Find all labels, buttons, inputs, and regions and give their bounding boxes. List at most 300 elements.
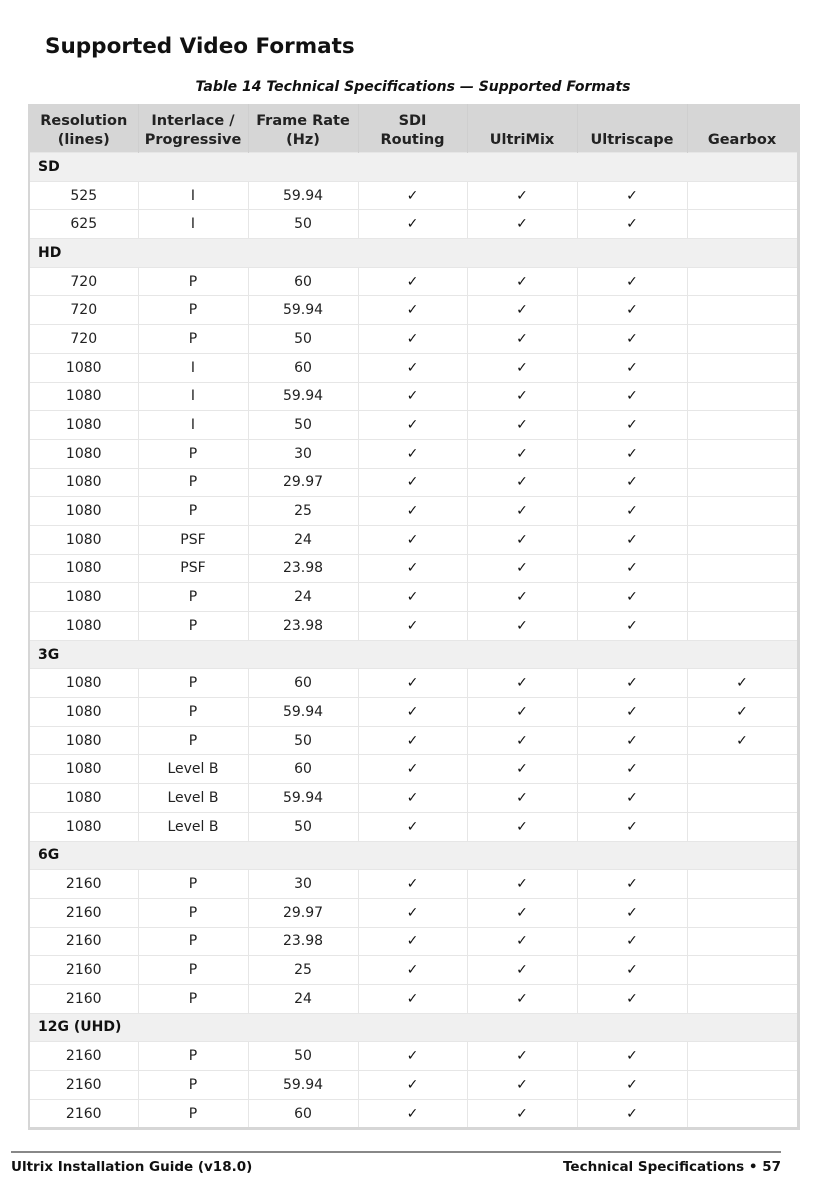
resolution-cell: 1080 (29, 554, 138, 583)
ultriscape-cell (577, 267, 687, 296)
checkmark-icon: ✓ (626, 789, 638, 806)
resolution-cell: 2160 (29, 1099, 138, 1129)
checkmark-icon: ✓ (406, 990, 419, 1007)
column-header-gearbox (687, 104, 798, 153)
ultrimix-cell (467, 497, 577, 526)
scan-cell: I (138, 382, 248, 411)
checkmark-icon: ✓ (626, 589, 638, 606)
checkmark-icon: ✓ (516, 675, 528, 692)
scan-cell: Level B (138, 755, 248, 784)
frame-rate-cell: 50 (248, 325, 358, 354)
checkmark-icon: ✓ (736, 703, 748, 720)
column-header-interlace (138, 104, 248, 153)
frame-rate-cell: 24 (248, 525, 358, 554)
checkmark-icon: ✓ (516, 417, 528, 434)
resolution-cell: 720 (29, 325, 138, 354)
table-row (29, 812, 798, 841)
checkmark-icon: ✓ (516, 589, 528, 606)
checkmark-icon: ✓ (516, 359, 528, 376)
sdi-cell (358, 812, 467, 841)
checkmark-icon: ✓ (626, 617, 638, 634)
ultriscape-cell (577, 956, 687, 985)
checkmark-icon: ✓ (736, 732, 748, 749)
table-row (29, 411, 798, 440)
group-row (29, 1013, 798, 1042)
ultrimix-cell (467, 612, 577, 641)
ultriscape-cell (577, 669, 687, 698)
sdi-cell (358, 296, 467, 325)
checkmark-icon: ✓ (516, 445, 528, 462)
gearbox-cell (687, 382, 798, 411)
checkmark-icon: ✓ (406, 330, 419, 347)
ultriscape-cell (577, 181, 687, 210)
sdi-cell (358, 382, 467, 411)
checkmark-icon: ✓ (516, 1048, 528, 1065)
frame-rate-cell: 60 (248, 755, 358, 784)
checkmark-icon: ✓ (406, 962, 419, 979)
frame-rate-cell: 24 (248, 984, 358, 1013)
ultriscape-cell (577, 612, 687, 641)
scan-cell: I (138, 353, 248, 382)
checkmark-icon: ✓ (516, 1076, 528, 1093)
checkmark-icon: ✓ (406, 273, 419, 290)
checkmark-icon: ✓ (626, 732, 638, 749)
gearbox-cell (687, 181, 798, 210)
ultriscape-cell (577, 583, 687, 612)
resolution-cell: 1080 (29, 669, 138, 698)
gearbox-cell (687, 439, 798, 468)
ultriscape-cell (577, 755, 687, 784)
resolution-cell: 2160 (29, 1071, 138, 1100)
sdi-cell (358, 583, 467, 612)
resolution-cell: 720 (29, 296, 138, 325)
resolution-cell: 1080 (29, 583, 138, 612)
checkmark-icon: ✓ (626, 761, 638, 778)
ultrimix-cell (467, 984, 577, 1013)
checkmark-icon: ✓ (516, 933, 528, 950)
checkmark-icon: ✓ (406, 1105, 419, 1122)
checkmark-icon: ✓ (406, 703, 419, 720)
frame-rate-cell: 30 (248, 439, 358, 468)
table-row (29, 497, 798, 526)
ultrimix-cell (467, 755, 577, 784)
ultrimix-cell (467, 382, 577, 411)
sdi-cell (358, 898, 467, 927)
ultriscape-cell (577, 525, 687, 554)
table-header-row (29, 104, 798, 153)
checkmark-icon: ✓ (736, 675, 748, 692)
footer-section-page: Technical Specifications • 57 (563, 1159, 781, 1175)
scan-cell: P (138, 870, 248, 899)
checkmark-icon: ✓ (516, 732, 528, 749)
ultrimix-cell (467, 583, 577, 612)
footer-divider (11, 1151, 781, 1153)
gearbox-cell (687, 870, 798, 899)
frame-rate-cell: 50 (248, 726, 358, 755)
resolution-cell: 1080 (29, 497, 138, 526)
resolution-cell: 2160 (29, 956, 138, 985)
checkmark-icon: ✓ (516, 330, 528, 347)
gearbox-cell (687, 353, 798, 382)
frame-rate-cell: 24 (248, 583, 358, 612)
checkmark-icon: ✓ (516, 818, 528, 835)
gearbox-cell (687, 755, 798, 784)
sdi-cell (358, 353, 467, 382)
group-label: HD (29, 239, 798, 268)
table-row (29, 353, 798, 382)
header-line: (lines) (57, 132, 110, 148)
checkmark-icon: ✓ (626, 474, 638, 491)
group-label: 3G (29, 640, 798, 669)
checkmark-icon: ✓ (626, 933, 638, 950)
frame-rate-cell: 50 (248, 210, 358, 239)
checkmark-icon: ✓ (516, 789, 528, 806)
header-line: Routing (380, 132, 445, 148)
gearbox-cell (687, 1071, 798, 1100)
resolution-cell: 2160 (29, 927, 138, 956)
ultriscape-cell (577, 812, 687, 841)
group-label: SD (29, 153, 798, 182)
group-label: 6G (29, 841, 798, 870)
sdi-cell (358, 612, 467, 641)
table-row (29, 698, 798, 727)
resolution-cell: 1080 (29, 411, 138, 440)
scan-cell: PSF (138, 554, 248, 583)
table-row (29, 210, 798, 239)
table-row (29, 267, 798, 296)
scan-cell: P (138, 726, 248, 755)
frame-rate-cell: 60 (248, 1099, 358, 1129)
checkmark-icon: ✓ (626, 531, 638, 548)
ultrimix-cell (467, 1071, 577, 1100)
checkmark-icon: ✓ (406, 675, 419, 692)
checkmark-icon: ✓ (516, 474, 528, 491)
gearbox-cell (687, 698, 798, 727)
checkmark-icon: ✓ (626, 330, 638, 347)
checkmark-icon: ✓ (626, 876, 638, 893)
sdi-cell (358, 411, 467, 440)
checkmark-icon: ✓ (406, 445, 419, 462)
sdi-cell (358, 1042, 467, 1071)
checkmark-icon: ✓ (516, 876, 528, 893)
checkmark-icon: ✓ (406, 876, 419, 893)
column-header-ultriscape (577, 104, 687, 153)
gearbox-cell (687, 497, 798, 526)
ultriscape-cell (577, 325, 687, 354)
column-header-sdi-routing (358, 104, 467, 153)
scan-cell: Level B (138, 784, 248, 813)
checkmark-icon: ✓ (516, 904, 528, 921)
frame-rate-cell: 59.94 (248, 296, 358, 325)
checkmark-icon: ✓ (626, 388, 638, 405)
page-title: Supported Video Formats (45, 34, 355, 59)
table-row (29, 898, 798, 927)
table-row (29, 468, 798, 497)
checkmark-icon: ✓ (626, 818, 638, 835)
table-row (29, 554, 798, 583)
ultriscape-cell (577, 554, 687, 583)
ultrimix-cell (467, 1099, 577, 1129)
frame-rate-cell: 29.97 (248, 468, 358, 497)
ultrimix-cell (467, 525, 577, 554)
sdi-cell (358, 497, 467, 526)
ultrimix-cell (467, 411, 577, 440)
table-row (29, 382, 798, 411)
sdi-cell (358, 784, 467, 813)
gearbox-cell (687, 411, 798, 440)
scan-cell: P (138, 325, 248, 354)
resolution-cell: 1080 (29, 612, 138, 641)
gearbox-cell (687, 612, 798, 641)
table-row (29, 927, 798, 956)
frame-rate-cell: 23.98 (248, 612, 358, 641)
sdi-cell (358, 325, 467, 354)
header-line: (Hz) (286, 132, 320, 148)
resolution-cell: 2160 (29, 870, 138, 899)
sdi-cell (358, 210, 467, 239)
gearbox-cell (687, 325, 798, 354)
checkmark-icon: ✓ (626, 703, 638, 720)
checkmark-icon: ✓ (626, 675, 638, 692)
table-row (29, 956, 798, 985)
checkmark-icon: ✓ (406, 789, 419, 806)
ultriscape-cell (577, 353, 687, 382)
sdi-cell (358, 927, 467, 956)
checkmark-icon: ✓ (516, 216, 528, 233)
sdi-cell (358, 1099, 467, 1129)
checkmark-icon: ✓ (406, 1048, 419, 1065)
table-row (29, 181, 798, 210)
header-line: Frame Rate (256, 113, 350, 129)
frame-rate-cell: 23.98 (248, 927, 358, 956)
scan-cell: I (138, 210, 248, 239)
ultriscape-cell (577, 870, 687, 899)
resolution-cell: 2160 (29, 984, 138, 1013)
ultrimix-cell (467, 296, 577, 325)
checkmark-icon: ✓ (516, 617, 528, 634)
scan-cell: P (138, 1042, 248, 1071)
header-line: Gearbox (707, 132, 777, 148)
resolution-cell: 2160 (29, 1042, 138, 1071)
gearbox-cell (687, 669, 798, 698)
supported-formats-table (28, 104, 800, 1130)
checkmark-icon: ✓ (516, 302, 528, 319)
gearbox-cell (687, 1099, 798, 1129)
frame-rate-cell: 50 (248, 1042, 358, 1071)
checkmark-icon: ✓ (626, 503, 638, 520)
gearbox-cell (687, 726, 798, 755)
ultriscape-cell (577, 1071, 687, 1100)
ultrimix-cell (467, 181, 577, 210)
resolution-cell: 525 (29, 181, 138, 210)
table-body (29, 153, 798, 1129)
checkmark-icon: ✓ (406, 560, 419, 577)
gearbox-cell (687, 927, 798, 956)
resolution-cell: 625 (29, 210, 138, 239)
footer-document-title: Ultrix Installation Guide (v18.0) (11, 1159, 253, 1175)
checkmark-icon: ✓ (626, 359, 638, 376)
checkmark-icon: ✓ (516, 187, 528, 204)
frame-rate-cell: 50 (248, 411, 358, 440)
resolution-cell: 1080 (29, 382, 138, 411)
frame-rate-cell: 25 (248, 497, 358, 526)
gearbox-cell (687, 583, 798, 612)
checkmark-icon: ✓ (406, 904, 419, 921)
scan-cell: P (138, 698, 248, 727)
gearbox-cell (687, 984, 798, 1013)
checkmark-icon: ✓ (516, 503, 528, 520)
checkmark-icon: ✓ (516, 531, 528, 548)
resolution-cell: 1080 (29, 812, 138, 841)
checkmark-icon: ✓ (626, 904, 638, 921)
checkmark-icon: ✓ (406, 933, 419, 950)
checkmark-icon: ✓ (406, 474, 419, 491)
checkmark-icon: ✓ (626, 1076, 638, 1093)
gearbox-cell (687, 784, 798, 813)
checkmark-icon: ✓ (406, 302, 419, 319)
checkmark-icon: ✓ (626, 560, 638, 577)
sdi-cell (358, 468, 467, 497)
checkmark-icon: ✓ (516, 761, 528, 778)
scan-cell: I (138, 181, 248, 210)
ultriscape-cell (577, 210, 687, 239)
sdi-cell (358, 554, 467, 583)
scan-cell: PSF (138, 525, 248, 554)
checkmark-icon: ✓ (406, 531, 419, 548)
ultriscape-cell (577, 1042, 687, 1071)
table-row (29, 525, 798, 554)
ultriscape-cell (577, 296, 687, 325)
resolution-cell: 1080 (29, 468, 138, 497)
resolution-cell: 720 (29, 267, 138, 296)
gearbox-cell (687, 525, 798, 554)
frame-rate-cell: 50 (248, 812, 358, 841)
ultrimix-cell (467, 956, 577, 985)
resolution-cell: 2160 (29, 898, 138, 927)
checkmark-icon: ✓ (516, 962, 528, 979)
ultrimix-cell (467, 267, 577, 296)
checkmark-icon: ✓ (406, 617, 419, 634)
scan-cell: P (138, 612, 248, 641)
gearbox-cell (687, 812, 798, 841)
checkmark-icon: ✓ (626, 1105, 638, 1122)
header-line: Resolution (40, 113, 128, 129)
scan-cell: P (138, 984, 248, 1013)
checkmark-icon: ✓ (626, 187, 638, 204)
resolution-cell: 1080 (29, 353, 138, 382)
sdi-cell (358, 698, 467, 727)
sdi-cell (358, 984, 467, 1013)
resolution-cell: 1080 (29, 698, 138, 727)
scan-cell: P (138, 1071, 248, 1100)
gearbox-cell (687, 267, 798, 296)
scan-cell: P (138, 439, 248, 468)
resolution-cell: 1080 (29, 525, 138, 554)
ultrimix-cell (467, 927, 577, 956)
gearbox-cell (687, 554, 798, 583)
sdi-cell (358, 267, 467, 296)
group-row (29, 153, 798, 182)
checkmark-icon: ✓ (626, 962, 638, 979)
ultriscape-cell (577, 411, 687, 440)
header-line: SDI (398, 113, 427, 129)
resolution-cell: 1080 (29, 755, 138, 784)
ultriscape-cell (577, 439, 687, 468)
checkmark-icon: ✓ (406, 359, 419, 376)
checkmark-icon: ✓ (406, 818, 419, 835)
checkmark-icon: ✓ (406, 1076, 419, 1093)
frame-rate-cell: 60 (248, 353, 358, 382)
checkmark-icon: ✓ (406, 417, 419, 434)
ultrimix-cell (467, 210, 577, 239)
gearbox-cell (687, 210, 798, 239)
frame-rate-cell: 59.94 (248, 382, 358, 411)
group-row (29, 640, 798, 669)
checkmark-icon: ✓ (516, 388, 528, 405)
ultrimix-cell (467, 325, 577, 354)
ultrimix-cell (467, 669, 577, 698)
frame-rate-cell: 23.98 (248, 554, 358, 583)
ultrimix-cell (467, 698, 577, 727)
scan-cell: P (138, 898, 248, 927)
ultrimix-cell (467, 468, 577, 497)
ultriscape-cell (577, 468, 687, 497)
ultrimix-cell (467, 726, 577, 755)
scan-cell: Level B (138, 812, 248, 841)
table-row (29, 784, 798, 813)
resolution-cell: 1080 (29, 784, 138, 813)
checkmark-icon: ✓ (516, 703, 528, 720)
gearbox-cell (687, 1042, 798, 1071)
table-row (29, 1071, 798, 1100)
sdi-cell (358, 755, 467, 784)
sdi-cell (358, 726, 467, 755)
frame-rate-cell: 60 (248, 267, 358, 296)
column-header-frame-rate (248, 104, 358, 153)
ultrimix-cell (467, 870, 577, 899)
ultriscape-cell (577, 984, 687, 1013)
ultrimix-cell (467, 439, 577, 468)
column-header-ultrimix (467, 104, 577, 153)
frame-rate-cell: 59.94 (248, 181, 358, 210)
sdi-cell (358, 1071, 467, 1100)
checkmark-icon: ✓ (406, 503, 419, 520)
checkmark-icon: ✓ (626, 216, 638, 233)
checkmark-icon: ✓ (406, 761, 419, 778)
ultriscape-cell (577, 382, 687, 411)
gearbox-cell (687, 468, 798, 497)
ultriscape-cell (577, 898, 687, 927)
gearbox-cell (687, 956, 798, 985)
ultrimix-cell (467, 554, 577, 583)
header-line: Progressive (144, 132, 242, 148)
ultrimix-cell (467, 812, 577, 841)
scan-cell: I (138, 411, 248, 440)
sdi-cell (358, 181, 467, 210)
table-row (29, 1099, 798, 1129)
ultriscape-cell (577, 698, 687, 727)
table-row (29, 984, 798, 1013)
ultriscape-cell (577, 784, 687, 813)
checkmark-icon: ✓ (626, 1048, 638, 1065)
group-row (29, 841, 798, 870)
header-line: UltriMix (489, 132, 555, 148)
checkmark-icon: ✓ (516, 1105, 528, 1122)
ultriscape-cell (577, 497, 687, 526)
checkmark-icon: ✓ (406, 589, 419, 606)
scan-cell: P (138, 927, 248, 956)
scan-cell: P (138, 956, 248, 985)
